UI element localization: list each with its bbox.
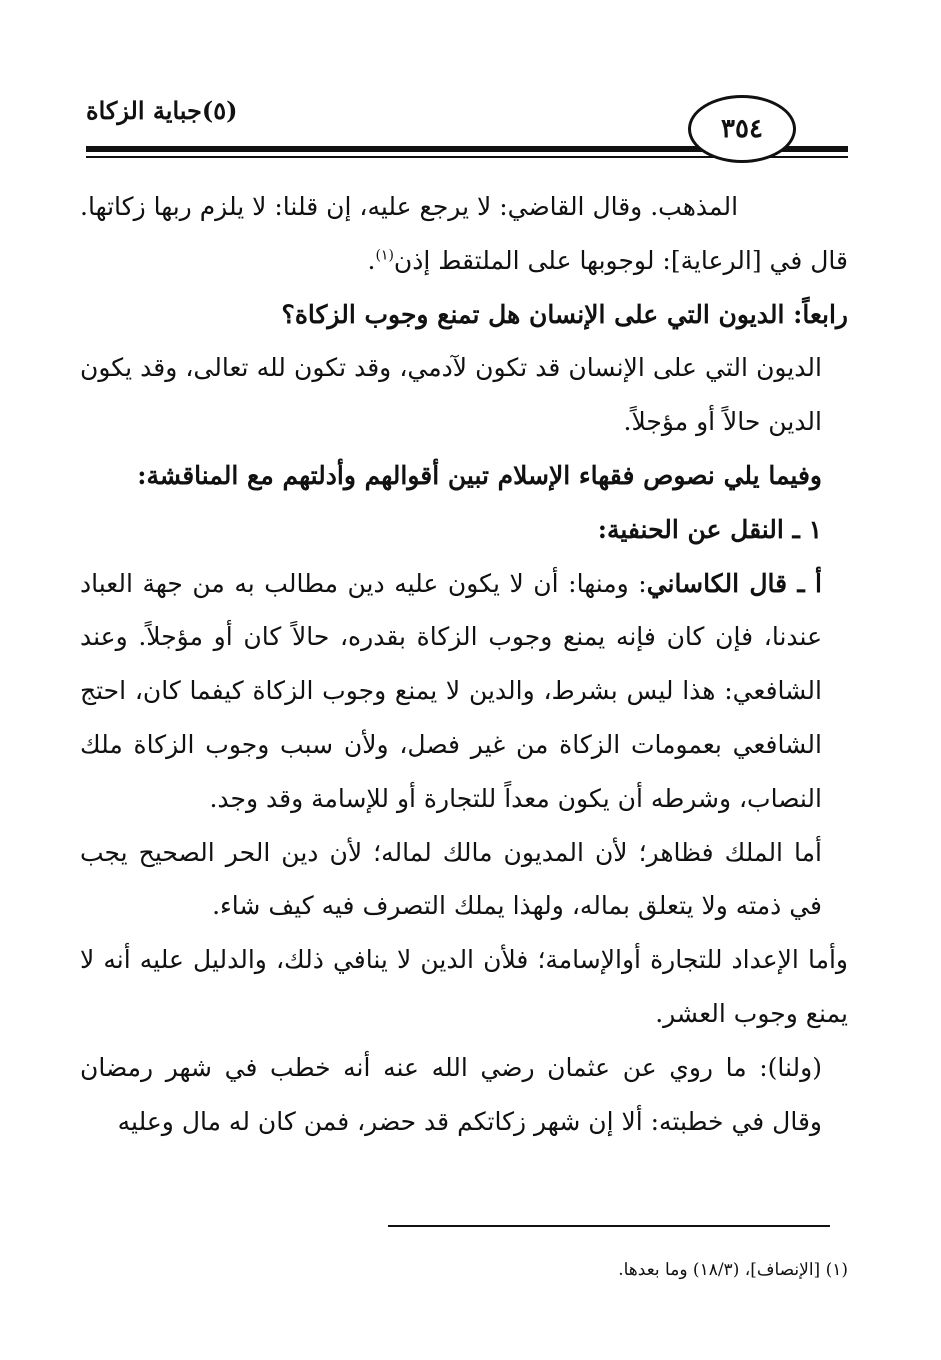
footnote: (١) [الإنصاف]، (١٨/٣) وما بعدها. <box>618 1260 848 1280</box>
page-header <box>0 0 941 170</box>
paragraph-lead: أ ـ قال الكاساني <box>646 568 822 598</box>
subsection-heading: ١ ـ النقل عن الحنفية: <box>597 514 822 544</box>
paragraph: الديون التي على الإنسان قد تكون لآدمي، وقد تكون لله تعالى، وقد يكون الدين حالاً أو مؤجلاً. <box>80 353 822 437</box>
footnote-ref: (١) <box>375 247 394 264</box>
paragraph: أما الملك فظاهر؛ لأن المديون مالك لماله؛ لأن دين الحر الصحيح يجب في ذمته ولا يتعلق بماله، ولهذا يملك التصرف فيه كيف شاء. <box>80 837 822 921</box>
main-text <box>80 180 848 1148</box>
running-title: (٥)جباية الزكاة <box>86 96 238 125</box>
text-span: . <box>367 245 376 275</box>
text-span: قال في [الرعاية]: لوجوبها على الملتقط إذن <box>393 245 848 275</box>
paragraph <box>80 234 848 288</box>
paragraph: وأما الإعداد للتجارة أوالإسامة؛ فلأن الدين لا ينافي ذلك، والدليل عليه أنه لا يمنع وجوب العشر. <box>80 945 848 1028</box>
page-number: ٣٥٤ <box>688 95 796 163</box>
section-heading: رابعاً: الديون التي على الإنسان هل تمنع وجوب الزكاة؟ <box>281 299 848 329</box>
text-span: : ومنها: أن لا يكون عليه دين مطالب به من جهة العباد عندنا، فإن كان فإنه يمنع وجوب الزكاة بقدره، حالاً كان أو مؤجلاً. وعند الشافعي: هذا ليس بشرط، والدين لا يمنع وجوب الزكاة كيفما كان، احتج الشافعي بعمومات الزكاة من غير فصل، ولأن سبب وجوب الزكاة ملك النصاب، وشرطه أن يكون معداً للتجارة أو للإسامة وقد وجد. <box>80 568 822 813</box>
footnote-divider <box>388 1225 830 1227</box>
paragraph <box>80 557 848 826</box>
paragraph: المذهب. وقال القاضي: لا يرجع عليه، إن قلنا: لا يلزم ربها زكاتها. <box>80 192 739 221</box>
paragraph: (ولنا): ما روي عن عثمان رضي الله عنه أنه خطب في شهر رمضان وقال في خطبته: ألا إن شهر زكاتكم قد حضر، فمن كان له مال وعليه <box>80 1052 822 1136</box>
paragraph: وفيما يلي نصوص فقهاء الإسلام تبين أقوالهم وأدلتهم مع المناقشة: <box>137 460 822 490</box>
